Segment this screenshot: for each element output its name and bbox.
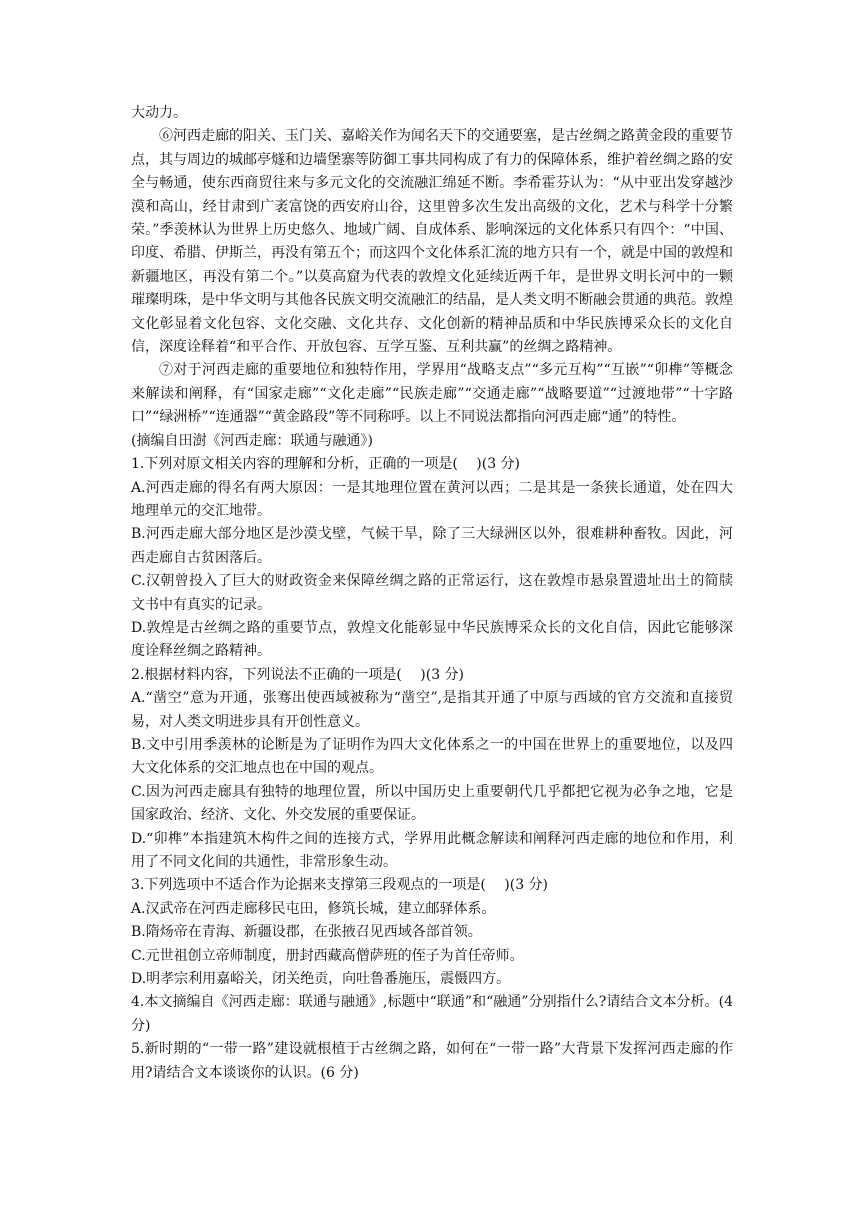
source-citation: (摘编自田澍《河西走廊：联通与融通》) <box>131 432 373 449</box>
question-5: 5.新时期的“一带一路”建设就根植于古丝绸之路，如何在“一带一路”大背景下发挥河西走廊的作用?请结合文本谈谈你的认识。(6 分) <box>131 1041 733 1081</box>
question-1-option-a: A.河西走廊的得名有两大原因：一是其地理位置在黄河以西；二是其是一条狭长通道，处在四大地理单元的交汇地带。 <box>131 479 733 519</box>
question-3-stem: 3.下列选项中不适合作为论据来支撑第三段观点的一项是( )(3 分) <box>131 877 549 894</box>
question-3-option-c: C.元世祖创立帝师制度，册封西藏高僧萨班的侄子为首任帝师。 <box>131 947 524 964</box>
document-page <box>131 102 733 1085</box>
question-1-option-d: D.敦煌是古丝绸之路的重要节点，敦煌文化能彰显中华民族博采众长的文化自信，因此它能够深度诠释丝绸之路精神。 <box>131 619 733 660</box>
question-2-option-d: D.“卯榫”本指建筑木构件之间的连接方式，学界用此概念解读和阐释河西走廊的地位和作用，利用了不同文化间的共通性，非常形象生动。 <box>131 830 733 870</box>
question-1-stem: 1.下列对原文相关内容的理解和分析，正确的一项是( )(3 分) <box>131 456 521 473</box>
question-3-option-a: A.汉武帝在河西走廊移民屯田，修筑长城，建立邮驿体系。 <box>131 900 496 917</box>
question-2-stem: 2.根据材料内容，下列说法不正确的一项是( )(3 分) <box>131 666 465 683</box>
paragraph-7: ⑦对于河西走廊的重要地位和独特作用，学界用“战略支点”“多元互构”“互嵌”“卯榫”等概念来解读和阐释，有“国家走廊”“文化走廊”“民族走廊”“交通走廊”“战略要道”“过渡地带”“十字路口”“绿洲桥”“连通器”“黄金路段”等不同称呼。以上不同说法都指向河西走廊“通”的特性。 <box>131 362 733 426</box>
question-3-option-d: D.明孝宗利用嘉峪关，闭关绝贡，向吐鲁番施压，震慑四方。 <box>131 971 511 988</box>
question-2-option-a: A.“凿空”意为开通，张骞出使西域被称为“凿空”,是指其开通了中原与西域的官方交流和直接贸易，对人类文明进步具有开创性意义。 <box>131 690 733 730</box>
question-1-option-c: C.汉朝曾投入了巨大的财政资金来保障丝绸之路的正常运行，这在敦煌市悬泉置遗址出土的简牍文书中有真实的记录。 <box>131 573 733 613</box>
question-2-option-c: C.因为河西走廊具有独特的地理位置，所以中国历史上重要朝代几乎都把它视为必争之地，它是国家政治、经济、文化、外交发展的重要保证。 <box>131 783 733 824</box>
paragraph-continuation: 大动力。 <box>131 105 187 121</box>
paragraph-6: ⑥河西走廊的阳关、玉门关、嘉峪关作为闻名天下的交通要塞，是古丝绸之路黄金段的重要节点，其与周边的城邮亭燧和边墙堡寨等防御工事共同构成了有力的保障体系，维护着丝绸之路的安全与畅通，使东西商贸往来与多元文化的交流融汇绵延不断。李希霍芬认为：“从中亚出发穿越沙漠和高山，经甘肃到广袤富饶的西安府山谷，这里曾多次生发出高级的文化，艺术与科学十分繁荣。”季羡林认为世界上历史悠久、地域广阔、自成体系、影响深远的文化体系只有四个：“中国、印度、希腊、伊斯兰，再没有第五个；而这四个文化体系汇流的地方只有一个，就是中国的敦煌和新疆地区，再没有第二个。”以莫高窟为代表的敦煌文化延续近两千年，是世界文明长河中的一颗璀璨明珠，是中华文明与其他各民族文明交流融汇的结晶，是人类文明不断融会贯通的典范。敦煌文化彰显着文化包容、文化交融、文化共存、文化创新的精神品质和中华民族博采众长的文化自信，深度诠释着“和平合作、开放包容、互学互鉴、互利共赢”的丝绸之路精神。 <box>131 128 733 356</box>
question-1-option-b: B.河西走廊大部分地区是沙漠戈壁，气候干旱，除了三大绿洲区以外，很难耕种畜牧。因此，河西走廊自古贫困落后。 <box>131 526 733 566</box>
question-3-option-b: B.隋炀帝在青海、新疆设郡，在张掖召见西域各部首领。 <box>131 924 482 941</box>
question-4: 4.本文摘编自《河西走廊：联通与融通》,标题中“联通”和“融通”分别指什么?请结合文本分析。(4 分) <box>131 994 733 1034</box>
question-2-option-b: B.文中引用季羡林的论断是为了证明作为四大文化体系之一的中国在世界上的重要地位，以及四大文化体系的交汇地点也在中国的观点。 <box>131 736 733 777</box>
